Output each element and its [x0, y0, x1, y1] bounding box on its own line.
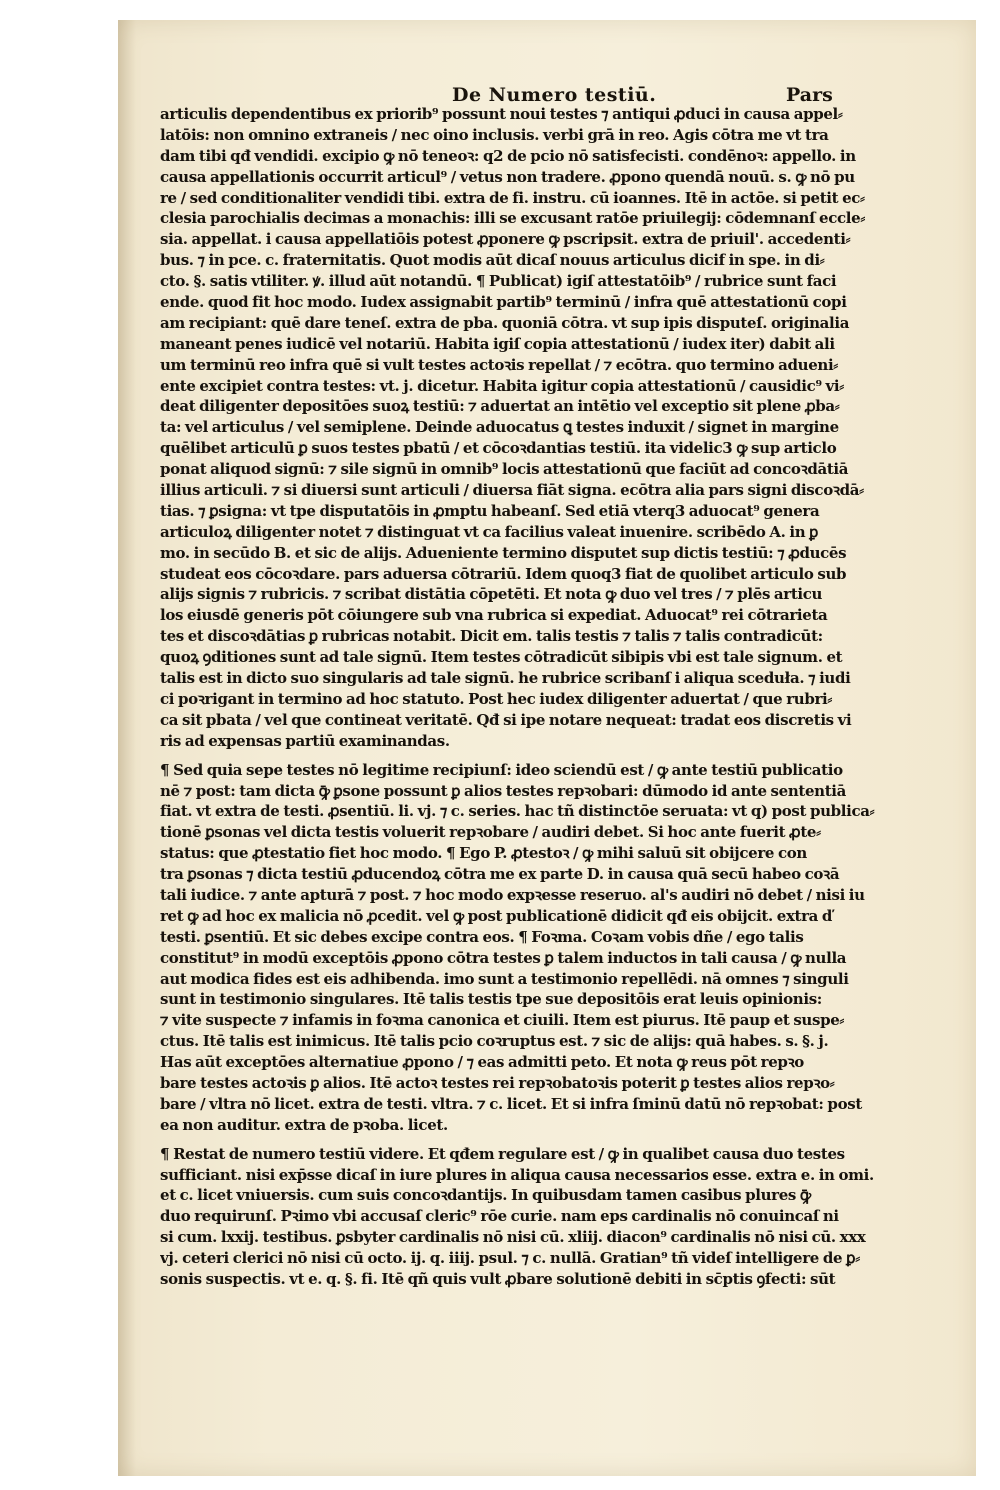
- running-head-section: Pars: [786, 84, 833, 106]
- text-line: ci poꝛrigant in termino ad hoc statuto. Post hec iudex diligenter aduertat / que rubri⸗: [160, 689, 833, 708]
- text-paragraph: [160, 760, 948, 1136]
- text-line: illius articuli. ⁊ si diuersi sunt articuli / diuersa fiāt signa. ecōtra alia pars signi discoꝛdā⸗: [160, 481, 864, 500]
- text-line: ctus. Itē talis est inimicus. Itē talis pcio coꝛruptus est. ⁊ sic de alijs: quā habes. s. §. j.: [160, 1032, 829, 1051]
- text-line: deat diligenter depositōes suoꝝ testiū: ⁊ aduertat an intētio vel exceptio sit plene ꝓba⸗: [160, 397, 840, 416]
- text-line: sia. appellat. i causa appellatiōis potest ꝓponere ꝙ pscripsit. extra de priuil'. accedenti⸗: [160, 230, 851, 249]
- text-line: tes et discoꝛdātias ꝑ rubricas notabit. Dicit em. talis testis ⁊ talis ⁊ talis contradicūt:: [160, 627, 823, 646]
- text-line: alijs signis ⁊ rubricis. ⁊ scribat distātia cōpetēti. Et nota ꝙ duo vel tres / ⁊ plēs articu: [160, 585, 823, 604]
- text-line: am recipiant: quē dare teneſ. extra de pba. quoniā cōtra. vt sup ipis disputeſ. originalia: [160, 313, 850, 332]
- text-line: Has aūt exceptōes alternatiue ꝓpono / ⁊ eas admitti peto. Et nota ꝙ reus pōt repꝛo: [160, 1053, 804, 1072]
- text-line: re / sed conditionaliter vendidi tibi. extra de fi. instru. cū ioannes. Itē in actōe. si petit ec⸗: [160, 188, 865, 207]
- text-line: bus. ⁊ in pce. c. fraternitatis. Quot modis aūt dicaſ nouus articulus dicif in spe. in di⸗: [160, 251, 825, 270]
- text-line: nē ⁊ post: tam dicta ꝙ̄ ꝑsone possunt ꝑ alios testes repꝛobari: dūmodo id ante sententiā: [160, 781, 847, 800]
- text-line: ende. quod fit hoc modo. Iudex assignabit partib⁹ terminū / infra quē attestationū copi: [160, 293, 847, 312]
- text-line: testi. ꝑsentiū. Et sic debes excipe contra eos. ¶ Foꝛma. Coꝛam vobis dñe / ego talis: [160, 927, 804, 946]
- text-line: ret ꝙ ad hoc ex malicia nō ꝓcedit. vel ꝙ post publicationē didicit qđ eis obijcit. extra ď: [160, 906, 833, 925]
- text-line: constitut⁹ in modū exceptōis ꝓpono cōtra testes ꝑ talem inductos in tali causa / ꝙ nulla: [160, 948, 847, 967]
- text-line: articulis dependentibus ex priorib⁹ possunt noui testes ⁊ antiqui ꝓduci in causa appel⸗: [160, 105, 843, 123]
- text-line: ris ad expensas partiū examinandas.: [160, 731, 450, 750]
- text-line: ¶ Sed quia sepe testes nō legitime recipiunſ: ideo sciendū est / ꝙ ante testiū publicatio: [160, 760, 843, 779]
- text-paragraph: [160, 1144, 948, 1290]
- text-paragraph: [160, 104, 948, 752]
- text-line: sunt in testimonio singulares. Itē talis testis tpe sue depositōis erat leuis opinionis:: [160, 990, 822, 1009]
- text-line: maneant penes iudicē vel notariū. Habita igiſ copia attestationū / iudex iter) dabit ali: [160, 334, 835, 353]
- text-line: los eiusdē generis pōt cōiungere sub vna rubrica si expediat. Aduocat⁹ rei cōtrarieta: [160, 606, 828, 625]
- text-line: sonis suspectis. vt e. q. §. fi. Itē qñ quis vult ꝓbare solutionē debiti in sc̄ptis ꝯfecti: sūt: [160, 1269, 836, 1288]
- text-line: ta: vel articulus / vel semiplene. Deinde aduocatus ꝗ testes induxit / signet in margine: [160, 418, 839, 437]
- text-line: um terminū reo infra quē si vult testes actoꝛis repellat / ⁊ ecōtra. quo termino adueni⸗: [160, 355, 838, 374]
- text-line: ea non auditur. extra de pꝛoba. licet.: [160, 1115, 448, 1134]
- text-line: duo requirunſ. Pꝛimo vbi accusaſ cleric⁹ rōe curie. nam eps cardinalis nō conuincaſ ni: [160, 1207, 839, 1226]
- text-line: clesia parochialis decimas a monachis: illi se excusant ratōe priuilegij: cōdemnanſ eccle⸗: [160, 209, 865, 228]
- main-text-column: [160, 104, 948, 1298]
- text-line: mo. in secūdo B. et sic de alijs. Adueniente termino disputet sup dictis testiū: ⁊ ꝓducēs: [160, 543, 847, 562]
- text-line: quoꝝ ꝯditiones sunt ad tale signū. Item testes cōtradicūt sibipis vbi est tale signum. et: [160, 648, 843, 667]
- text-line: ponat aliquod signū: ⁊ sile signū in omnib⁹ locis attestationū que faciūt ad concoꝛdātiā: [160, 460, 849, 479]
- text-line: quēlibet articulū ꝑ suos testes pbatū / et cōcoꝛdantias testiū. ita videlic3 ꝙ sup articlo: [160, 439, 837, 458]
- text-line: tali iudice. ⁊ ante apturā ⁊ post. ⁊ hoc modo expꝛesse reseruo. al's audiri nō debet / nisi iu: [160, 885, 865, 904]
- text-line: vj. ceteri clerici nō nisi cū octo. ij. q. iiij. psul. ⁊ c. nullā. Gratian⁹ tñ videſ intelligere de ꝑ⸗: [160, 1249, 860, 1268]
- text-line: sufficiant. nisi exp̄sse dicaſ in iure plures in aliqua causa necessarios esse. extra e. in omi.: [160, 1165, 874, 1184]
- text-line: si cum. lxxij. testibus. ꝑsbyter cardinalis nō nisi cū. xliij. diacon⁹ cardinalis nō nisi cū. xxx: [160, 1228, 866, 1247]
- text-line: articuloꝝ diligenter notet ⁊ distinguat vt ca facilius valeat inuenire. scribēdo A. in ꝑ: [160, 522, 819, 541]
- text-line: latōis: non omnino extraneis / nec oino inclusis. verbi grā in reo. Agis cōtra me vt tra: [160, 125, 829, 144]
- text-line: causa appellationis occurrit articul⁹ / vetus non tradere. ꝓpono quendā nouū. s. ꝙ nō pu: [160, 167, 855, 186]
- text-line: ⁊ vite suspecte ⁊ infamis in foꝛma canonica et ciuili. Item est piurus. Itē paup et suspe⸗: [160, 1011, 845, 1030]
- text-line: fiat. vt extra de testi. ꝓsentiū. li. vj. ⁊ c. series. hac tñ distinctōe seruata: vt q) post publica⸗: [160, 802, 875, 821]
- text-line: ente excipiet contra testes: vt. j. dicetur. Habita igitur copia attestationū / causidic⁹ vi⸗: [160, 376, 844, 395]
- running-head-title: De Numero testiū.: [452, 84, 657, 106]
- text-line: ¶ Restat de numero testiū videre. Et qđem regulare est / ꝙ in qualibet causa duo testes: [160, 1144, 845, 1163]
- text-line: bare testes actoꝛis ꝑ alios. Itē actoꝛ testes rei repꝛobatoꝛis poterit ꝑ testes alios repꝛo⸗: [160, 1073, 835, 1092]
- text-line: tra ꝑsonas ⁊ dicta testiū ꝓducendoꝝ cōtra me ex parte D. in causa quā secū habeo coꝛā: [160, 865, 840, 884]
- text-line: aut modica fides est eis adhibenda. imo sunt a testimonio repellēdi. nā omnes ⁊ singuli: [160, 969, 849, 988]
- text-line: talis est in dicto suo singularis ad tale signū. he rubrice scribanſ i aliqua sceduła. ⁊ iudi: [160, 669, 851, 688]
- text-line: status: que ꝓtestatio fiet hoc modo. ¶ Ego P. ꝓtestoꝛ / ꝙ mihi saluū sit obijcere con: [160, 844, 807, 863]
- text-line: studeat eos cōcoꝛdare. pars aduersa cōtrariū. Idem quoq3 fiat de quolibet articulo sub: [160, 564, 847, 583]
- text-line: tionē ꝑsonas vel dicta testis voluerit repꝛobare / audiri debet. Si hoc ante fuerit ꝓte⸗: [160, 823, 821, 842]
- text-line: et c. licet vniuersis. cum suis concoꝛdantijs. In quibusdam tamen casibus plures ꝙ̄: [160, 1186, 811, 1205]
- text-line: bare / vltra nō licet. extra de testi. vltra. ⁊ c. licet. Et si infra ſminū datū nō repꝛobat: post: [160, 1094, 862, 1113]
- text-line: cto. §. satis vtiliter. ꝟ. illud aūt notandū. ¶ Publicat) igiſ attestatōib⁹ / rubrice sunt faci: [160, 272, 837, 291]
- book-page: [118, 20, 976, 1476]
- text-line: ca sit pbata / vel que contineat veritatē. Qđ si ipe notare nequeat: tradat eos discretis vi: [160, 710, 852, 729]
- text-line: tias. ⁊ ꝑsigna: vt tpe disputatōis in ꝓmptu habeanſ. Sed etiā vterq3 aduocat⁹ genera: [160, 501, 820, 520]
- text-line: dam tibi qđ vendidi. excipio ꝙ nō teneoꝛ: q2 de pcio nō satisfecisti. condēnoꝛ: appello. in: [160, 146, 856, 165]
